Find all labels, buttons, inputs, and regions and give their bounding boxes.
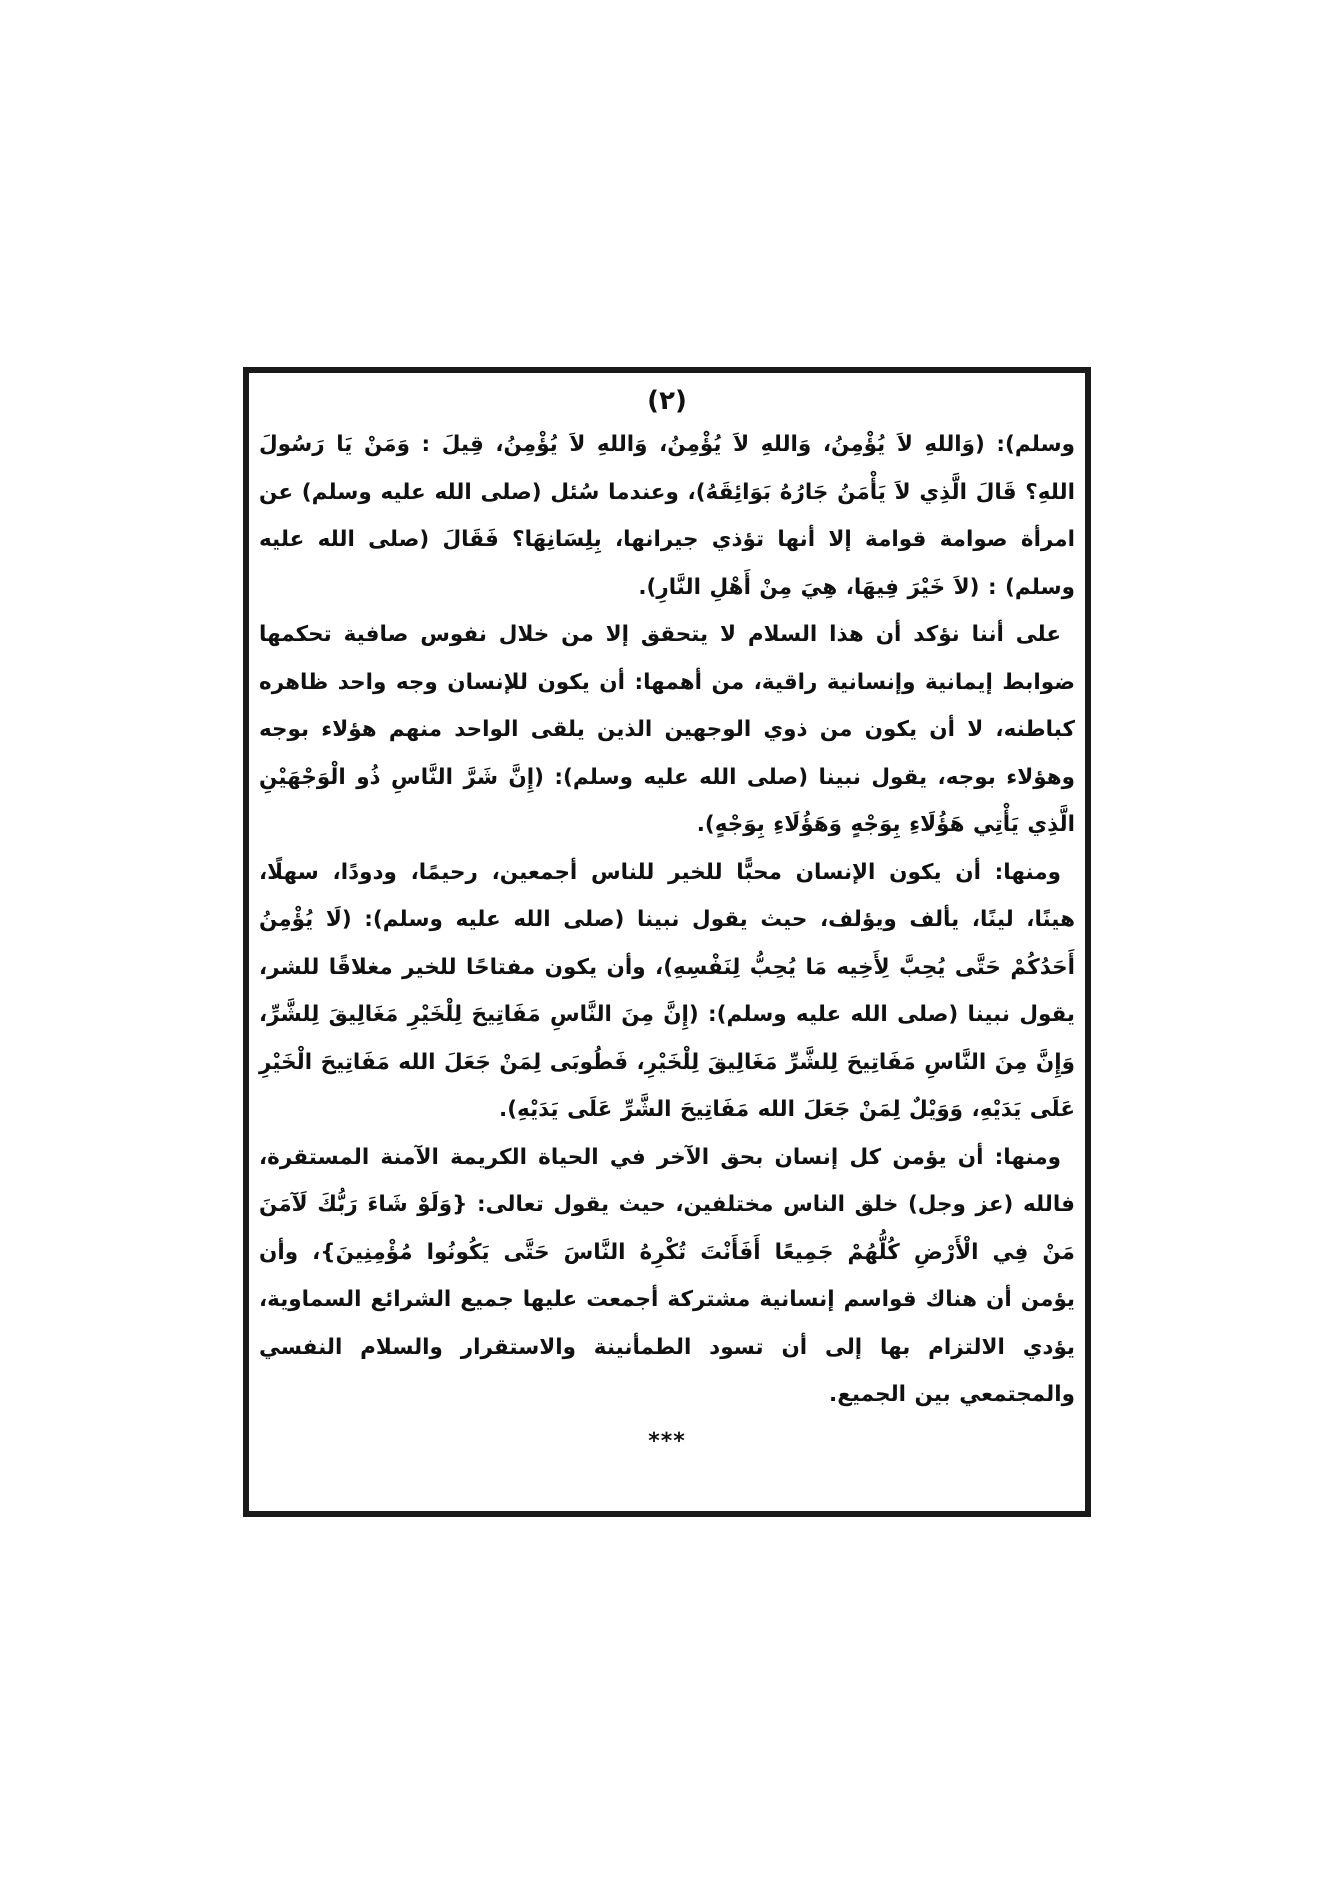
paragraph-3: ومنها: أن يكون الإنسان محبًّا للخير للناس أجمعين، رحيمًا، ودودًا، سهلًا، هينًا، لينًا، يألف ويؤلف، حيث يقول نبينا (صلى الله عليه وسلم): (لَا يُؤْمِنُ أَحَدُكُمْ حَتَّى يُحِبَّ لِأَخِيه مَا يُحِبُّ لِنَفْسِهِ)، وأن يكون مفتاحًا للخير مغلاقًا للشر، يقول نبينا (صلى الله عليه وسلم): (إِنَّ مِنَ النَّاسِ مَفَاتِيحَ لِلْخَيْرِ مَغَالِيقَ لِلشَّرِّ، وَإِنَّ مِنَ النَّاسِ مَفَاتِيحَ لِلشَّرِّ مَغَالِيقَ لِلْخَيْرِ، فَطُوبَى لِمَنْ جَعَلَ الله مَفَاتِيحَ الْخَيْرِ عَلَى يَدَيْهِ، وَوَيْلٌ لِمَنْ جَعَلَ الله مَفَاتِيحَ الشَّرِّ عَلَى يَدَيْهِ). bbox=[259, 859, 1075, 1122]
paragraph-2: على أننا نؤكد أن هذا السلام لا يتحقق إلا من خلال نفوس صافية تحكمها ضوابط إيمانية وإنسانية راقية، من أهمها: أن يكون للإنسان وجه واحد ظاهره كباطنه، لا أن يكون من ذوي الوجهين الذين يلقى الواحد منهم هؤلاء بوجه وهؤلاء بوجه، يقول نبينا (صلى الله عليه وسلم): (إِنَّ شَرَّ النَّاسِ ذُو الْوَجْهَيْنِ الَّذِي يَأْتِي هَؤُلَاءِ بِوَجْهٍ وَهَؤُلَاءِ بِوَجْهٍ). bbox=[259, 622, 1075, 837]
section-separator: *** bbox=[648, 1428, 686, 1454]
paragraph-4: ومنها: أن يؤمن كل إنسان بحق الآخر في الحياة الكريمة الآمنة المستقرة، فالله (عز وجل) خلق الناس مختلفين، حيث يقول تعالى: {وَلَوْ شَاءَ رَبُّكَ لَآمَنَ مَنْ فِي الْأَرْضِ كُلُّهُمْ جَمِيعًا أَفَأَنْتَ تُكْرِهُ النَّاسَ حَتَّى يَكُونُوا مُؤْمِنِينَ}، وأن يؤمن أن هناك قواسم إنسانية مشتركة أجمعت عليها جميع الشرائع السماوية، يؤدي الالتزام بها إلى أن تسود الطمأنينة والاستقرار والسلام النفسي والمجتمعي بين الجميع. bbox=[259, 1144, 1075, 1407]
paragraph-1: وسلم): (وَاللهِ لاَ يُؤْمِنُ، وَاللهِ لاَ يُؤْمِنُ، وَاللهِ لاَ يُؤْمِنُ، قِيلَ : وَمَنْ يَا رَسُولَ اللهِ؟ قَالَ الَّذِي لاَ يَأْمَنُ جَارُهُ بَوَائِقَهُ)، وعندما سُئل (صلى الله عليه وسلم) عن امرأة صوامة قوامة إلا أنها تؤذي جيرانها، بِلِسَانِهَا؟ فَقَالَ (صلى الله عليه وسلم) : (لاَ خَيْرَ فِيهَا، هِيَ مِنْ أَهْلِ النَّارِ). bbox=[259, 432, 1075, 600]
page-border-frame bbox=[243, 367, 1091, 1517]
page-number: (٢) bbox=[647, 386, 687, 416]
